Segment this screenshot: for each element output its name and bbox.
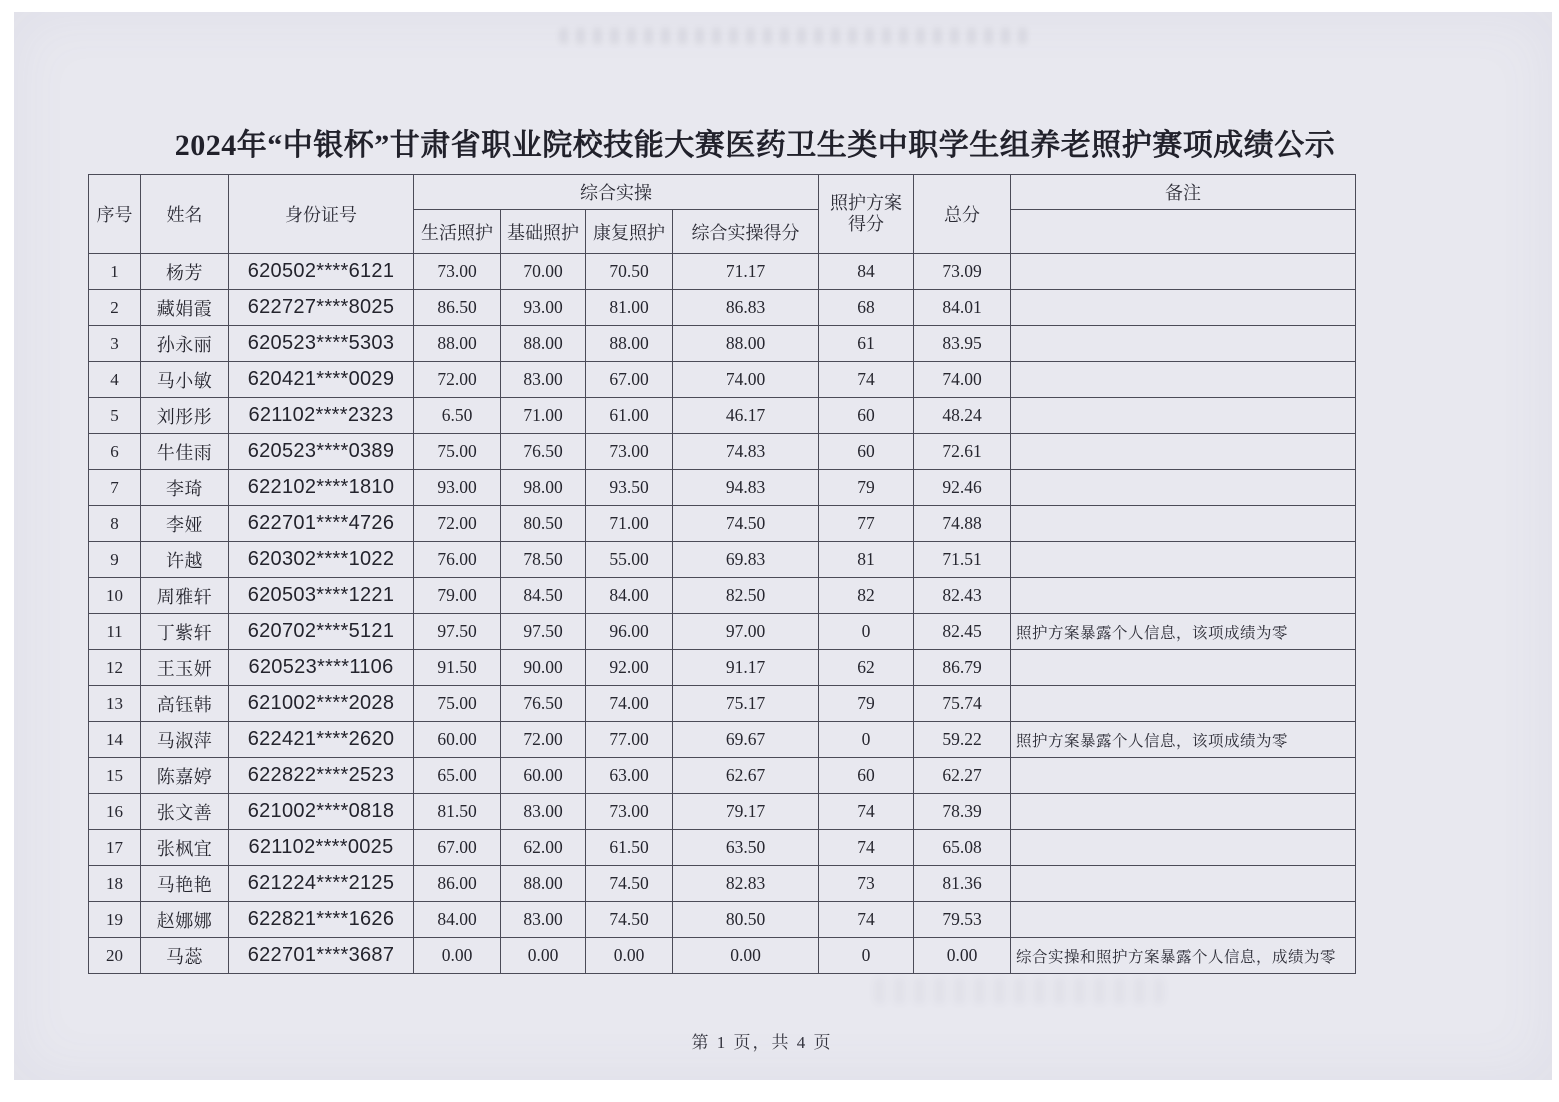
cell-practical-score: 97.00 [673,614,819,650]
cell-life-care: 72.00 [414,506,501,542]
cell-total-score: 92.46 [914,470,1011,506]
cell-basic-care: 76.50 [501,686,586,722]
cell-name: 李娅 [141,506,229,542]
header-index: 序号 [89,175,141,254]
cell-name: 许越 [141,542,229,578]
cell-index: 8 [89,506,141,542]
table-row [89,326,1356,362]
cell-plan-score: 79 [819,686,914,722]
cell-id-number: 620503****1221 [229,578,414,614]
cell-index: 9 [89,542,141,578]
table-row [89,650,1356,686]
table-row [89,578,1356,614]
cell-plan-score: 61 [819,326,914,362]
cell-life-care: 81.50 [414,794,501,830]
scanned-page [14,12,1552,1080]
table-row [89,794,1356,830]
cell-practical-score: 75.17 [673,686,819,722]
header-group-practical: 综合实操 [414,175,819,210]
cell-basic-care: 97.50 [501,614,586,650]
cell-rehab-care: 93.50 [586,470,673,506]
cell-remark [1011,290,1356,326]
cell-basic-care: 76.50 [501,434,586,470]
cell-basic-care: 88.00 [501,866,586,902]
cell-plan-score: 74 [819,902,914,938]
cell-rehab-care: 74.00 [586,686,673,722]
cell-remark [1011,542,1356,578]
cell-life-care: 0.00 [414,938,501,974]
cell-life-care: 84.00 [414,902,501,938]
cell-rehab-care: 67.00 [586,362,673,398]
cell-remark: 综合实操和照护方案暴露个人信息，成绩为零 [1011,938,1356,974]
cell-remark [1011,398,1356,434]
cell-rehab-care: 92.00 [586,650,673,686]
cell-life-care: 67.00 [414,830,501,866]
cell-life-care: 72.00 [414,362,501,398]
table-header [89,175,1356,254]
cell-practical-score: 88.00 [673,326,819,362]
cell-basic-care: 72.00 [501,722,586,758]
cell-practical-score: 0.00 [673,938,819,974]
cell-plan-score: 81 [819,542,914,578]
cell-total-score: 72.61 [914,434,1011,470]
cell-rehab-care: 77.00 [586,722,673,758]
table-row [89,614,1356,650]
cell-total-score: 86.79 [914,650,1011,686]
header-name: 姓名 [141,175,229,254]
cell-rehab-care: 70.50 [586,254,673,290]
cell-life-care: 76.00 [414,542,501,578]
cell-total-score: 78.39 [914,794,1011,830]
cell-plan-score: 60 [819,434,914,470]
bleedthrough-smudge-top [559,28,1029,44]
cell-plan-score: 60 [819,758,914,794]
cell-basic-care: 93.00 [501,290,586,326]
cell-rehab-care: 61.50 [586,830,673,866]
cell-id-number: 621102****2323 [229,398,414,434]
cell-rehab-care: 0.00 [586,938,673,974]
cell-id-number: 620523****0389 [229,434,414,470]
cell-basic-care: 60.00 [501,758,586,794]
cell-id-number: 621002****2028 [229,686,414,722]
cell-plan-score: 74 [819,794,914,830]
cell-remark [1011,434,1356,470]
cell-name: 马蕊 [141,938,229,974]
cell-basic-care: 83.00 [501,794,586,830]
cell-index: 20 [89,938,141,974]
table-row [89,938,1356,974]
cell-name: 杨芳 [141,254,229,290]
cell-remark [1011,578,1356,614]
cell-name: 马淑萍 [141,722,229,758]
cell-remark [1011,506,1356,542]
cell-index: 2 [89,290,141,326]
cell-index: 5 [89,398,141,434]
cell-plan-score: 82 [819,578,914,614]
cell-rehab-care: 55.00 [586,542,673,578]
cell-basic-care: 84.50 [501,578,586,614]
cell-basic-care: 98.00 [501,470,586,506]
cell-practical-score: 62.67 [673,758,819,794]
table-row [89,902,1356,938]
cell-plan-score: 73 [819,866,914,902]
cell-rehab-care: 61.00 [586,398,673,434]
cell-life-care: 75.00 [414,686,501,722]
cell-id-number: 620702****5121 [229,614,414,650]
page-title: 2024年“中银杯”甘肃省职业院校技能大赛医药卫生类中职学生组养老照护赛项成绩公示 [174,129,1336,162]
cell-life-care: 97.50 [414,614,501,650]
cell-id-number: 622727****8025 [229,290,414,326]
cell-basic-care: 80.50 [501,506,586,542]
cell-total-score: 84.01 [914,290,1011,326]
cell-practical-score: 79.17 [673,794,819,830]
cell-total-score: 62.27 [914,758,1011,794]
cell-index: 7 [89,470,141,506]
cell-id-number: 622701****4726 [229,506,414,542]
table-row [89,506,1356,542]
cell-life-care: 60.00 [414,722,501,758]
cell-total-score: 74.00 [914,362,1011,398]
cell-rehab-care: 88.00 [586,326,673,362]
cell-id-number: 622102****1810 [229,470,414,506]
cell-rehab-care: 73.00 [586,794,673,830]
cell-practical-score: 69.83 [673,542,819,578]
cell-index: 3 [89,326,141,362]
cell-remark [1011,326,1356,362]
cell-total-score: 81.36 [914,866,1011,902]
header-practical-score: 综合实操得分 [673,210,819,254]
cell-remark [1011,794,1356,830]
cell-rehab-care: 96.00 [586,614,673,650]
cell-remark [1011,470,1356,506]
table-row [89,830,1356,866]
cell-id-number: 621224****2125 [229,866,414,902]
header-plan-line2: 得分 [848,214,884,234]
cell-remark [1011,362,1356,398]
cell-rehab-care: 63.00 [586,758,673,794]
cell-life-care: 91.50 [414,650,501,686]
cell-name: 马小敏 [141,362,229,398]
cell-life-care: 75.00 [414,434,501,470]
cell-id-number: 622821****1626 [229,902,414,938]
table-row [89,758,1356,794]
table-row [89,398,1356,434]
cell-practical-score: 82.50 [673,578,819,614]
cell-practical-score: 46.17 [673,398,819,434]
cell-name: 丁紫轩 [141,614,229,650]
cell-plan-score: 74 [819,830,914,866]
cell-name: 高钰韩 [141,686,229,722]
table-row [89,434,1356,470]
cell-total-score: 65.08 [914,830,1011,866]
cell-name: 马艳艳 [141,866,229,902]
cell-basic-care: 88.00 [501,326,586,362]
cell-index: 4 [89,362,141,398]
cell-plan-score: 0 [819,722,914,758]
cell-index: 13 [89,686,141,722]
cell-basic-care: 71.00 [501,398,586,434]
cell-remark [1011,902,1356,938]
cell-practical-score: 71.17 [673,254,819,290]
cell-name: 张枫宜 [141,830,229,866]
cell-remark [1011,866,1356,902]
cell-total-score: 48.24 [914,398,1011,434]
cell-practical-score: 94.83 [673,470,819,506]
cell-basic-care: 83.00 [501,362,586,398]
cell-total-score: 82.45 [914,614,1011,650]
cell-plan-score: 0 [819,614,914,650]
header-remark-sub [1011,210,1356,254]
cell-total-score: 74.88 [914,506,1011,542]
cell-practical-score: 86.83 [673,290,819,326]
cell-practical-score: 74.50 [673,506,819,542]
cell-index: 15 [89,758,141,794]
table-row [89,686,1356,722]
cell-practical-score: 69.67 [673,722,819,758]
cell-rehab-care: 81.00 [586,290,673,326]
cell-index: 19 [89,902,141,938]
table-row [89,866,1356,902]
cell-total-score: 75.74 [914,686,1011,722]
cell-name: 李琦 [141,470,229,506]
cell-total-score: 83.95 [914,326,1011,362]
cell-id-number: 620523****5303 [229,326,414,362]
cell-total-score: 79.53 [914,902,1011,938]
cell-index: 10 [89,578,141,614]
cell-plan-score: 84 [819,254,914,290]
cell-basic-care: 62.00 [501,830,586,866]
cell-total-score: 71.51 [914,542,1011,578]
cell-id-number: 620302****1022 [229,542,414,578]
cell-remark [1011,830,1356,866]
cell-rehab-care: 84.00 [586,578,673,614]
header-basic-care: 基础照护 [501,210,586,254]
table-row [89,254,1356,290]
cell-name: 周雅轩 [141,578,229,614]
cell-name: 孙永丽 [141,326,229,362]
cell-rehab-care: 71.00 [586,506,673,542]
header-plan-line1: 照护方案 [830,193,902,213]
cell-basic-care: 0.00 [501,938,586,974]
cell-remark: 照护方案暴露个人信息，该项成绩为零 [1011,614,1356,650]
cell-plan-score: 68 [819,290,914,326]
cell-id-number: 622421****2620 [229,722,414,758]
bleedthrough-smudge-bottom [874,978,1164,1004]
cell-id-number: 621102****0025 [229,830,414,866]
cell-remark: 照护方案暴露个人信息，该项成绩为零 [1011,722,1356,758]
cell-index: 17 [89,830,141,866]
cell-practical-score: 63.50 [673,830,819,866]
cell-name: 刘彤彤 [141,398,229,434]
cell-index: 14 [89,722,141,758]
cell-life-care: 65.00 [414,758,501,794]
cell-plan-score: 77 [819,506,914,542]
cell-plan-score: 79 [819,470,914,506]
cell-index: 1 [89,254,141,290]
cell-index: 16 [89,794,141,830]
cell-id-number: 622822****2523 [229,758,414,794]
table-row [89,470,1356,506]
cell-rehab-care: 74.50 [586,866,673,902]
table-body [89,254,1356,974]
cell-life-care: 93.00 [414,470,501,506]
cell-name: 张文善 [141,794,229,830]
cell-plan-score: 0 [819,938,914,974]
cell-remark [1011,650,1356,686]
header-id: 身份证号 [229,175,414,254]
cell-name: 赵娜娜 [141,902,229,938]
header-life-care: 生活照护 [414,210,501,254]
cell-life-care: 88.00 [414,326,501,362]
cell-basic-care: 90.00 [501,650,586,686]
cell-id-number: 621002****0818 [229,794,414,830]
cell-index: 6 [89,434,141,470]
cell-id-number: 620502****6121 [229,254,414,290]
cell-total-score: 59.22 [914,722,1011,758]
cell-index: 18 [89,866,141,902]
cell-total-score: 82.43 [914,578,1011,614]
cell-plan-score: 62 [819,650,914,686]
header-plan-score [819,175,914,254]
cell-practical-score: 80.50 [673,902,819,938]
header-remark: 备注 [1011,175,1356,210]
cell-index: 11 [89,614,141,650]
score-table [88,174,1356,974]
cell-life-care: 79.00 [414,578,501,614]
cell-name: 牛佳雨 [141,434,229,470]
cell-remark [1011,686,1356,722]
cell-id-number: 620523****1106 [229,650,414,686]
cell-rehab-care: 74.50 [586,902,673,938]
cell-name: 陈嘉婷 [141,758,229,794]
cell-life-care: 86.50 [414,290,501,326]
cell-practical-score: 74.00 [673,362,819,398]
cell-plan-score: 74 [819,362,914,398]
header-rehab-care: 康复照护 [586,210,673,254]
header-total: 总分 [914,175,1011,254]
cell-index: 12 [89,650,141,686]
cell-id-number: 620421****0029 [229,362,414,398]
cell-total-score: 73.09 [914,254,1011,290]
table-row [89,290,1356,326]
cell-basic-care: 83.00 [501,902,586,938]
cell-remark [1011,758,1356,794]
table-row [89,542,1356,578]
cell-life-care: 86.00 [414,866,501,902]
cell-practical-score: 82.83 [673,866,819,902]
cell-id-number: 622701****3687 [229,938,414,974]
cell-name: 藏娟霞 [141,290,229,326]
cell-plan-score: 60 [819,398,914,434]
cell-name: 王玉妍 [141,650,229,686]
cell-life-care: 73.00 [414,254,501,290]
cell-basic-care: 70.00 [501,254,586,290]
cell-rehab-care: 73.00 [586,434,673,470]
table-row [89,362,1356,398]
cell-remark [1011,254,1356,290]
cell-total-score: 0.00 [914,938,1011,974]
cell-practical-score: 91.17 [673,650,819,686]
table-row [89,722,1356,758]
page-number-footer: 第 1 页，共 4 页 [691,1033,833,1052]
cell-life-care: 6.50 [414,398,501,434]
cell-practical-score: 74.83 [673,434,819,470]
cell-basic-care: 78.50 [501,542,586,578]
